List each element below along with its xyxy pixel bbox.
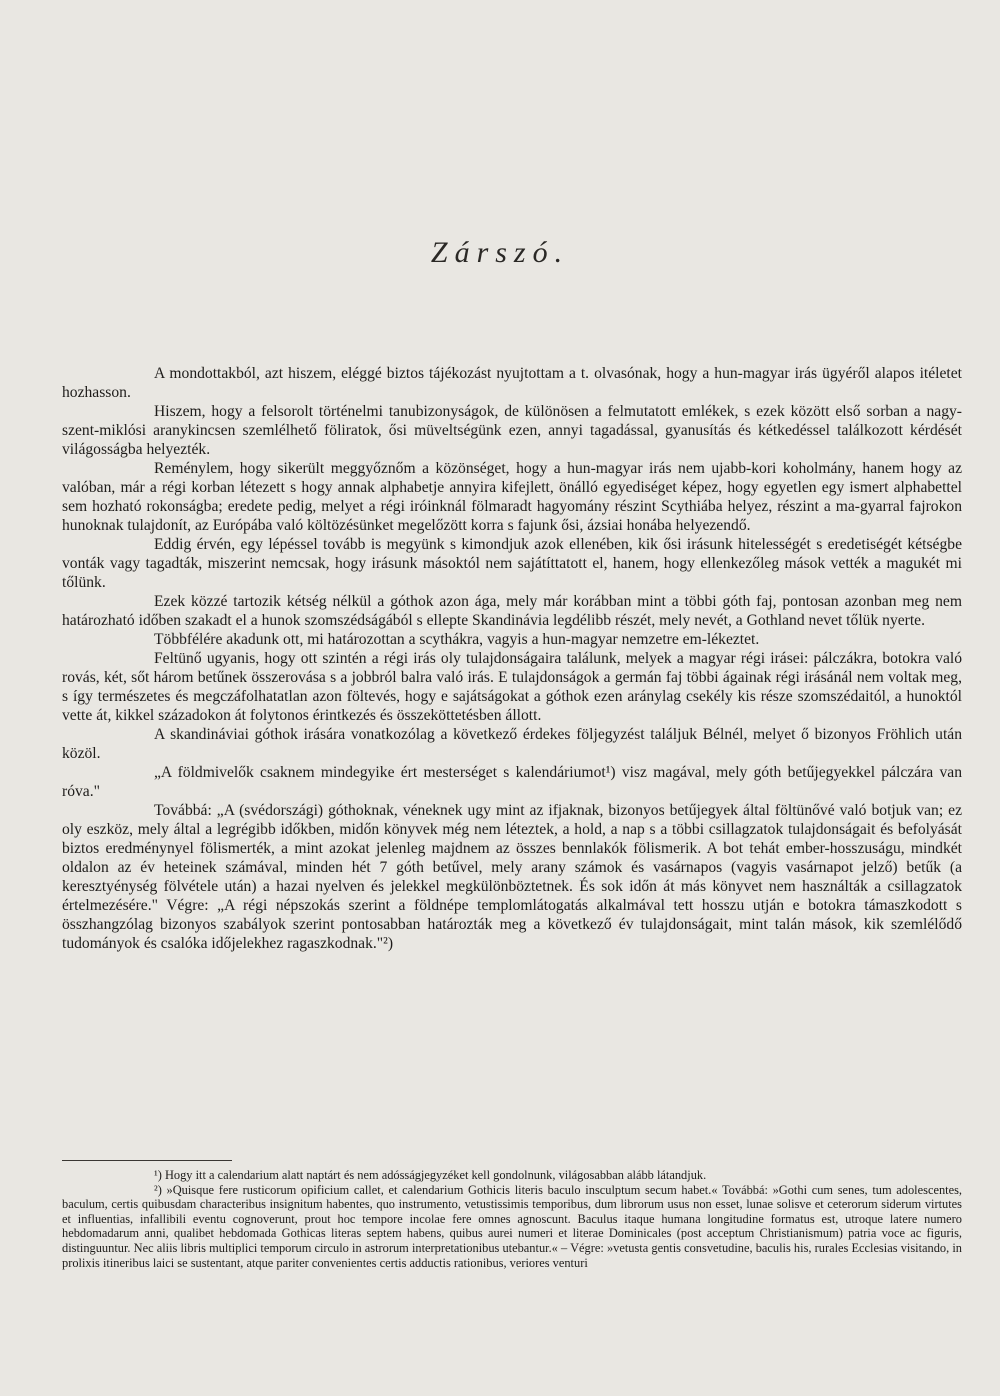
- paragraph: Eddig érvén, egy lépéssel tovább is megyünk s kimondjuk azok ellenében, kik ősi irásunk hitelességét s eredetiségét kétségbe vonták vagy tagadták, miszerint nemcsak, hogy irásunk másoktól nem sajátíttatott el, hanem, hogy ellenkezőleg mások vették a magukét mi tőlünk.: [62, 536, 962, 591]
- footnote: ¹) Hogy itt a calendarium alatt naptárt és nem adósságjegyzéket kell gondolnunk, világosabban alább látandjuk.: [154, 1168, 707, 1182]
- paragraph: „A földmivelők csaknem mindegyike ért mesterséget s kalendáriumot¹) visz magával, mely góth betűjegyekkel pálczára van róva.": [62, 764, 962, 800]
- paragraph: A skandináviai góthok irására vonatkozólag a következő érdekes följegyzést találjuk Bélnél, melyet ő bizonyos Fröhlich után közöl.: [62, 726, 962, 762]
- chapter-title: Zárszó.: [430, 236, 570, 269]
- paragraph: Feltünő ugyanis, hogy ott szintén a régi irás oly tulajdonságaira találunk, melyek a magyar régi irásei: pálczákra, botokra való rovás, két, sőt három betűnek összerovása s a jobbról balra való irás. E tulajdonságok a germán faj többi ágainak régi irásánál nem voltak meg, s így természetes és megczáfolhatatlan azon föltevés, hogy e sajátságokat a góthok ezen aránylag csekély kis része szomszédaitól, a hunoktól vette át, kikkel századokon át folytonos érintkezés és összeköttetésben állott.: [62, 650, 962, 724]
- paragraph: Továbbá: „A (svédországi) góthoknak, véneknek ugy mint az ifjaknak, bizonyos betűjegyek által föltünővé való botjuk van; ez oly eszköz, mely által a legrégibb időkben, midőn könyvek még nem léteztek, a hold, a nap s a többi csillagzatok tulajdonságait és befolyását biztos eredménynyel fölismerték, a mint azokat jelenleg majdnem az összes bennlakók fölismerik. A bot tehát ember-hosszuságu, mindkét oldalon az év heteinek számával, minden hét 7 góth betűvel, mely arany számok és vasárnapos (vagyis vasárnapot jelző) betűk (a keresztyénység fölvétele után) a hazai nyelven és jelekkel megkülönböztetnek. És sok időn át más könyvet nem használták a csillagzatok értelmezésére." Végre: „A régi népszokás szerint a földnépe templomlátogatás alkalmával tett hosszu utján e botokra támaszkodott s összhangzólag bizonyos szabályok szerint pontosabban határozták meg a következő év tulajdonságait, mint talán mások, kik szemlélődő tudományok és csalóka időjelekhez ragaszkodnak."²): [62, 802, 962, 952]
- paragraph: Hiszem, hogy a felsorolt történelmi tanubizonyságok, de különösen a felmutatott emlékek, s ezek között első sorban a nagy-szent-miklósi aranykincsen szemlélhető föliratok, ősi müveltségünk ezen, annyi tagadással, gyanusítás és kétkedéssel találkozott kérdését világosságba helyezték.: [62, 403, 962, 458]
- footnotes: [62, 1168, 962, 1270]
- paragraph: Reménylem, hogy sikerült meggyőznőm a közönséget, hogy a hun-magyar irás nem ujabb-kori koholmány, hanem hogy az valóban, már a régi korban létezett s hogy annak alphabetje annyira kifejlett, önálló egyediséget képez, hogy egyetlen egy ismert alphabettel sem hozható rokonságba; eredete pedig, melyet a régi iróinknál fölmaradt hagyomány részint Scythiába helyez, részint a ma-gyarral fajrokon hunoknak tulajdonít, az Európába való költözésünket megelőzött korra s fajunk ősi, ázsiai honába helyezendő.: [62, 460, 962, 534]
- paragraph: Ezek közzé tartozik kétség nélkül a góthok azon ága, mely már korábban mint a többi góth faj, pontosan azonban meg nem határozható időben szakadt el a hunok szomszédságából s ellepte Skandinávia legdélibb részét, mely nevét, a Gothland nevet tőlük nyerte.: [62, 593, 962, 629]
- paragraph: Többfélére akadunk ott, mi határozottan a scythákra, vagyis a hun-magyar nemzetre em-lékeztet.: [154, 631, 760, 648]
- paragraph: A mondottakból, azt hiszem, eléggé biztos tájékozást nyujtottam a t. olvasónak, hogy a hun-magyar irás ügyéről alapos itéletet hozhasson.: [62, 365, 962, 401]
- footnote-divider: [62, 1160, 232, 1161]
- main-text: [62, 364, 962, 953]
- footnote: ²) »Quisque fere rusticorum opificium callet, et calendarium Gothicis literis baculo insculptum secum habet.« Továbbá: »Gothi cum senes, tum adolescentes, baculum, certis quibusdam characteribus insignitum habentes, quo instrumento, vetustissimis temporibus, dum librorum usus non esset, lunae solisve et ceterorum siderum virtutes et influentias, infallibili eventu cognoverunt, prout hoc tempore incolae fere omnes agnoscunt. Baculus itaque humana longitudine formatus est, utroque latere numero hebdomadarum anni, qualibet hebdomada Gothicas literas septem habens, quibus aurei numeri et literae Dominicales (post acceptum Christianismum) patria voce ac figuris, distinguuntur. Nec aliis libris multiplici temporum circulo in astrorum interpretationibus utebantur.« – Végre: »vetusta gentis consvetudine, baculis his, rurales Ecclesias visitando, in prolixis itineribus laici se sustentant, atque pariter convenientes certis adductis rationibus, veriores venturi: [62, 1182, 962, 1270]
